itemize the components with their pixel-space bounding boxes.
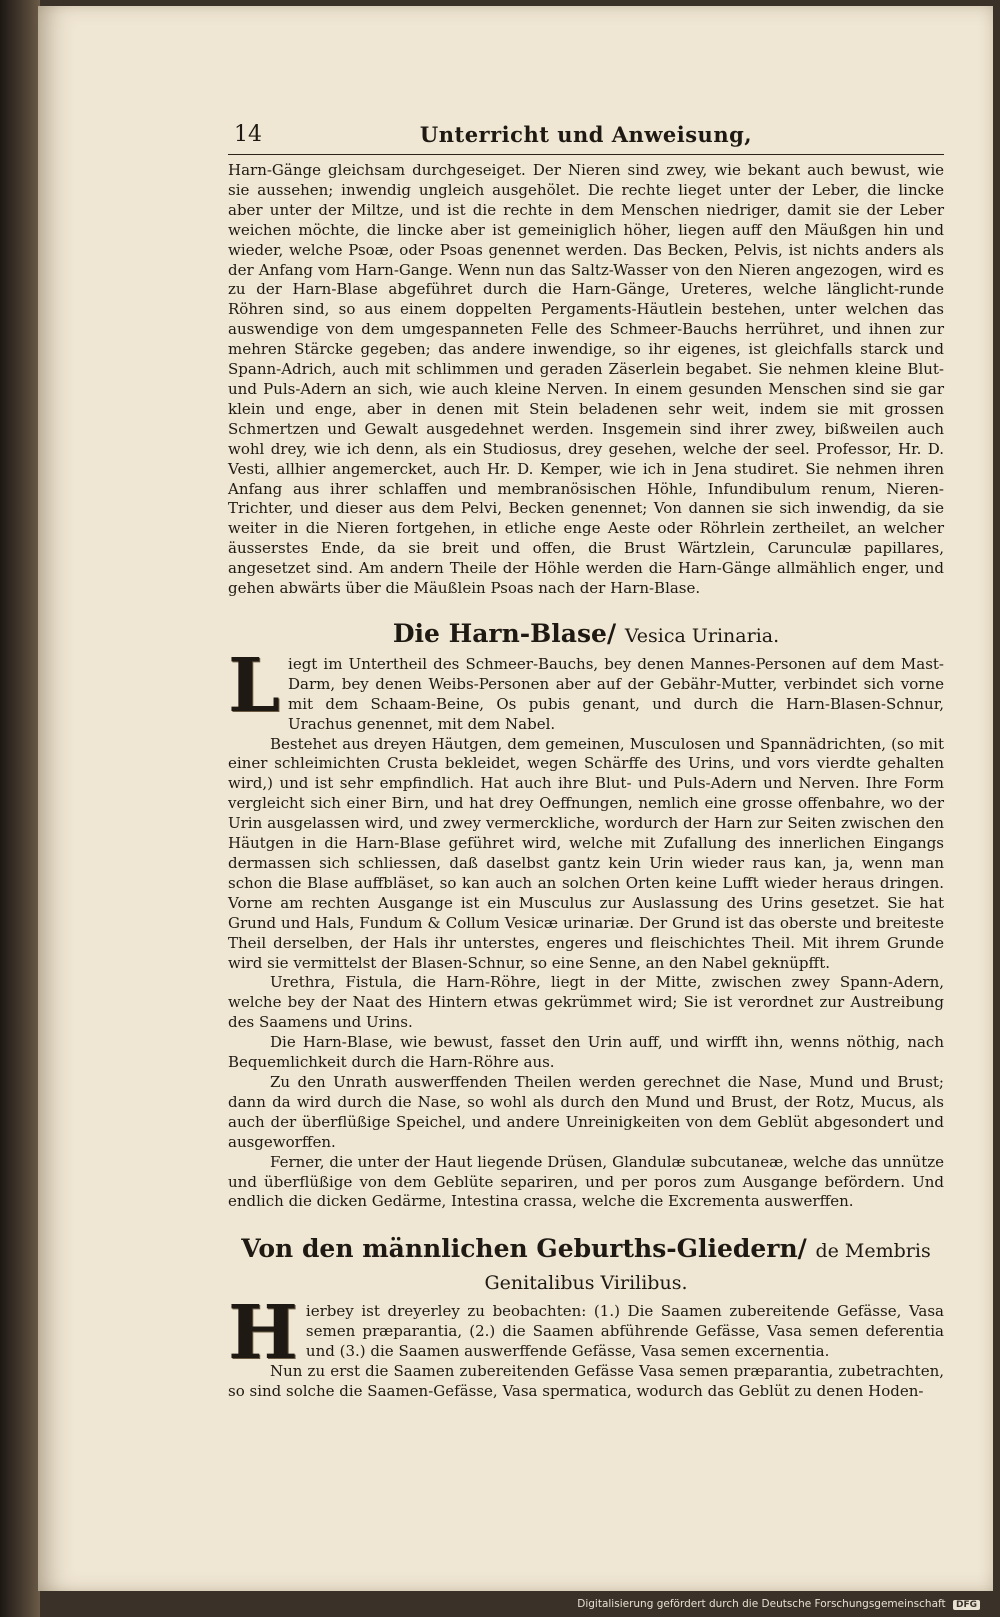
footer-text: Digitalisierung gefördert durch die Deutsche Forschungsgemeinschaft (577, 1598, 946, 1610)
dfg-logo: DFG (953, 1600, 980, 1610)
book-page (38, 6, 993, 1591)
page-number: 14 (234, 122, 262, 147)
page-header (228, 118, 944, 155)
running-title: Unterricht und Anweisung, (419, 122, 753, 147)
paragraph: Bestehet aus dreyen Häutgen, dem gemeinen, Musculosen und Spannädrichten, (so mit einer schleimichten Crusta bekleidet, wegen Schärffe des Urins, und vors vierdte gehalten wird,) und ist sehr empfindlich. Hat auch ihre Blut- und Puls-Adern und Nerven. Ihre Form vergleicht sich einer Birn, und hat drey Oeffnungen, nemlich eine grosse offenbahre, wo der Urin ausgelassen wird, und zwey vermerckliche, wordurch der Harn zur Seiten zwischen den Häutgen in die Harn-Blase geführet wird, welche mit Zufallung des innerlichen Eingangs dermassen sich schliessen, daß daselbst gantz kein Urin wieder raus kan, ja, wenn man schon die Blase auffbläset, so kan auch an solchen Orten keine Lufft wieder heraus dringen. Vorne am rechten Ausgange ist ein Musculus zur Auslassung des Urins gesetzet. Sie hat Grund und Hals, Fundum & Collum Vesicæ urinariæ. Der Grund ist das oberste und breiteste Theil derselben, der Hals ihr unterstes, engeres und fleischichtes Theil. Mit ihrem Grunde wird sie vermittelst der Blasen-Schnur, so eine Senne, an den Nabel geknüpfft. (228, 734, 944, 972)
paragraph-text: iegt im Untertheil des Schmeer-Bauchs, bey denen Mannes-Personen auf dem Mast-Darm, bey denen Weibs-Personen aber auf der Gebähr-Mutter, verbindet sich vorne mit dem Schaam-Beine, Os pubis genant, und durch die Harn-Blasen-Schnur, Urachus genennet, mit dem Nabel. (288, 654, 944, 733)
book-binding (0, 0, 40, 1617)
section-heading-geburths-glieder (228, 1234, 944, 1298)
section-title-latin: de Membris Genitalibus Virilibus. (484, 1240, 931, 1295)
paragraph-text: ierbey ist dreyerley zu beobachten: (1.) Die Saamen zubereitende Gefässe, Vasa semen præparantia, (2.) die Saamen abführende Gefässe, Vasa semen deferentia und (3.) die Saamen auswerffende Gefässe, Vasa semen excernentia. (305, 1302, 944, 1361)
paragraph: Die Harn-Blase, wie bewust, fasset den Urin auff, und wirfft ihn, wenns nöthig, nach Bequemlichkeit durch die Harn-Röhre aus. (228, 1033, 944, 1072)
section-heading-harn-blase (228, 619, 944, 651)
section-title-latin: Vesica Urinaria. (624, 624, 780, 647)
digitization-footer (577, 1598, 980, 1610)
paragraph: Urethra, Fistula, die Harn-Röhre, liegt in der Mitte, zwischen zwey Spann-Adern, welche bey der Naat des Hintern etwas gekrümmet wird; Sie ist verordnet zur Austreibung des Saamens und Urins. (228, 973, 944, 1032)
section-title: Von den männlichen Geburths-Gliedern/ (241, 1234, 807, 1264)
paragraph: Harn-Gänge gleichsam durchgeseiget. Der Nieren sind zwey, wie bekant auch bewust, wie sie aussehen; inwendig ungleich ausgehölet. Die rechte lieget unter der Leber, die lincke aber unter der Miltze, und ist die rechte in dem Menschen niedriger, damit sie der Leber weichen möchte, die lincke aber ist gemeiniglich höher, liegen auff den Mäußgen hin und wieder, welche Psoæ, oder Psoas genennet werden. Das Becken, Pelvis, ist nichts anders als der Anfang vom Harn-Gange. Wenn nun das Saltz-Wasser von den Nieren angezogen, wird es zu der Harn-Blase abgeführet durch die Harn-Gänge, Ureteres, welche länglicht-runde Röhren sind, so aus einem doppelten Pergaments-Häutlein bestehen, unter welchen das auswendige von dem umgespanneten Felle des Schmeer-Bauchs herrühret, und ihnen zur mehren Stärcke gegeben; das andere inwendige, so ihr eigenes, ist gleichfalls starck und Spann-Adrich, auch mit schlimmen und geraden Zäserlein begabet. Sie nehmen kleine Blut- und Puls-Adern an sich, wie auch kleine Nerven. In einem gesunden Menschen sind sie gar klein und enge, aber in denen mit Stein beladenen sehr weit, indem sie mit grossen Schmertzen und Gewalt ausgedehnet werden. Insgemein sind ihrer zwey, bißweilen auch wohl drey, wie ich denn, als ein Studiosus, drey gesehen, welche der seel. Professor, Hr. D. Vesti, allhier angemercket, auch Hr. D. Kemper, wie ich in Jena studiret. Sie nehmen ihren Anfang aus ihrer schlaffen und membranösischen Höhle, Infundibulum renum, Nieren-Trichter, und dieser aus dem Pelvi, Becken genennet; Von dannen sie sich inwendig, da sie weiter in die Nieren fortgehen, in etliche enge Aeste oder Röhrlein zertheilet, an welcher äusserstes Ende, da sie breit und offen, die Brust Wärtzlein, Carunculæ papillares, angesetzet sind. Am andern Theile der Höhle werden die Harn-Gänge allmählich enger, und gehen abwärts über die Mäußlein Psoas nach der Harn-Blase. (228, 161, 944, 598)
drop-cap-initial: H (228, 1290, 298, 1377)
paragraph-with-dropcap (228, 1290, 944, 1377)
section-title: Die Harn-Blase/ (392, 618, 617, 648)
paragraph-with-dropcap (228, 642, 944, 735)
drop-cap-initial: L (228, 642, 281, 729)
paragraph: Nun zu erst die Saamen zubereitenden Gefässe Vasa semen præparantia, zubetrachten, so sind solche die Saamen-Gefässe, Vasa spermatica, wodurch das Geblüt zu denen Hoden- (228, 1362, 944, 1401)
paragraph: Zu den Unrath auswerffenden Theilen werden gerechnet die Nase, Mund und Brust; dann da wird durch die Nase, so wohl als durch den Mund und Brust, der Rotz, Mucus, als auch der überflüßige Speichel, und andere Unreinigkeiten von dem Geblüt abgesondert und ausgeworffen. (228, 1072, 944, 1151)
page-content (228, 118, 944, 1402)
paragraph: Ferner, die unter der Haut liegende Drüsen, Glandulæ subcutaneæ, welche das unnütze und überflüßige von dem Geblüte separiren, und per poros zum Ausgange befördern. Und endlich die dicken Gedärme, Intestina crassa, welche die Excrementa auswerffen. (228, 1152, 944, 1211)
